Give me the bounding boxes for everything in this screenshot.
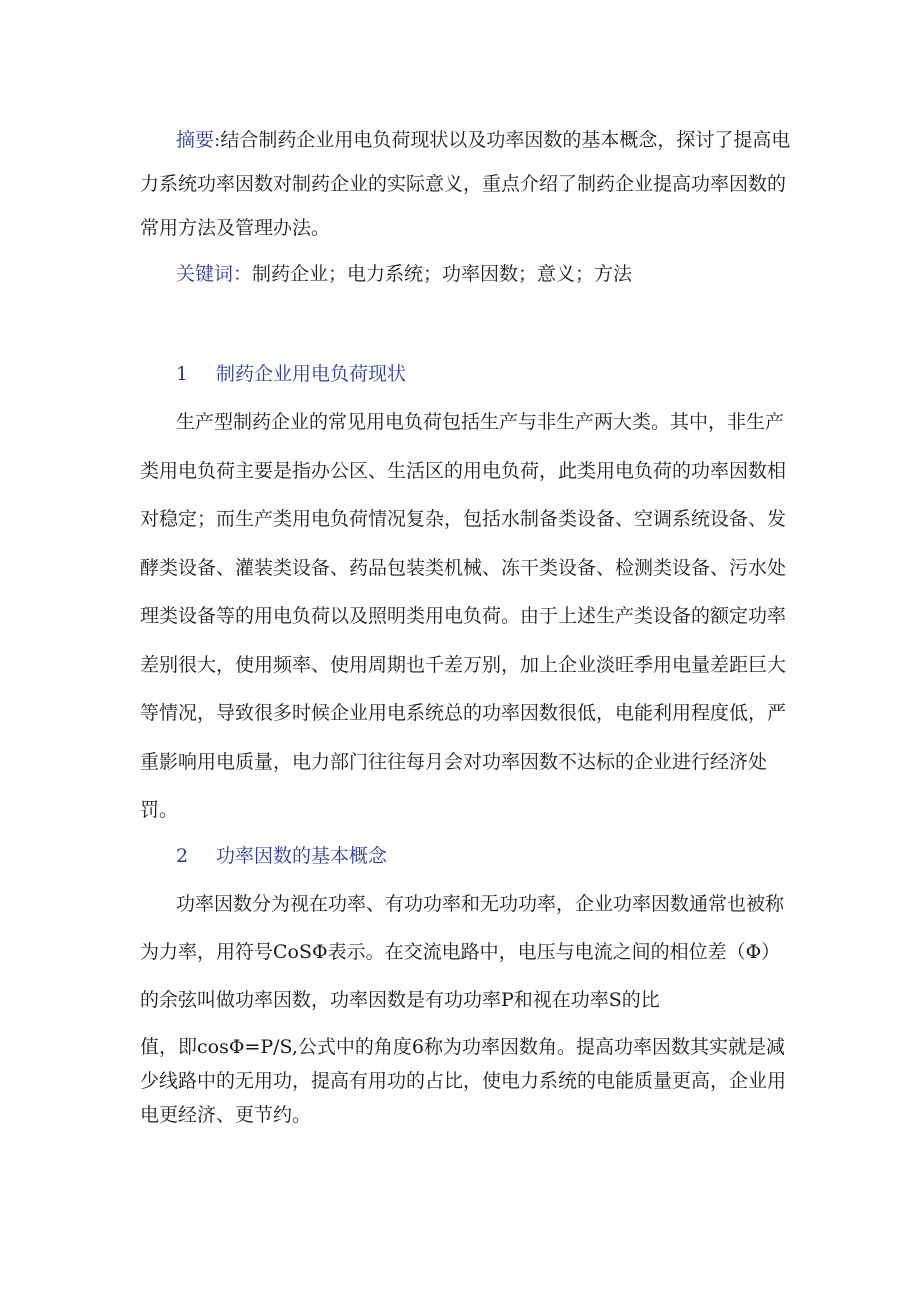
- section-1-number: 1: [176, 363, 189, 385]
- section-1-title: 制药企业用电负荷现状: [216, 363, 407, 385]
- section-2-title: 功率因数的基本概念: [216, 845, 388, 867]
- section-2-heading: [176, 834, 387, 878]
- section-2-number: 2: [176, 845, 189, 867]
- section-2-body-part2: 值，即cosΦ=P/S,公式中的角度6称为功率因数角。提高功率因数其实就是减少线路中的无用功，提高有用功的占比，使电力系统的电能质量更高，企业用电更经济、更节约。: [140, 1036, 787, 1126]
- keywords-text: 制药企业；电力系统；功率因数；意义；方法: [252, 263, 633, 285]
- section-1-heading: [176, 352, 406, 396]
- keywords-label: 关键词：: [176, 263, 253, 285]
- section-1-body: 生产型制药企业的常见用电负荷包括生产与非生产两大类。其中，非生产类用电负荷主要是指办公区、生活区的用电负荷，此类用电负荷的功率因数相对稳定；而生产类用电负荷情况复杂，包括水制备类设备、空调系统设备、发酵类设备、灌装类设备、药品包装类机械、冻干类设备、检测类设备、污水处理类设备等的用电负荷以及照明类用电负荷。由于上述生产类设备的额定功率差别很大，使用频率、使用周期也千差万别，加上企业淡旺季用电量差距巨大等情况，导致很多时候企业用电系统总的功率因数很低，电能利用程度低，严重影响用电质量，电力部门往往每月会对功率因数不达标的企业进行经济处罚。: [140, 411, 787, 821]
- section-2-body-part1: 功率因数分为视在功率、有功功率和无功功率，企业功率因数通常也被称为力率，用符号CoSΦ表示。在交流电路中，电压与电流之间的相位差（Φ）的余弦叫做功率因数，功率因数是有功功率P和视在功率S的比: [140, 893, 785, 1011]
- abstract-text: 结合制药企业用电负荷现状以及功率因数的基本概念，探讨了提高电力系统功率因数对制药企业的实际意义，重点介绍了制药企业提高功率因数的常用方法及管理办法。: [140, 129, 791, 239]
- keywords-paragraph: [140, 252, 792, 296]
- abstract-label: 摘要:: [176, 129, 221, 151]
- abstract-paragraph: [140, 118, 792, 250]
